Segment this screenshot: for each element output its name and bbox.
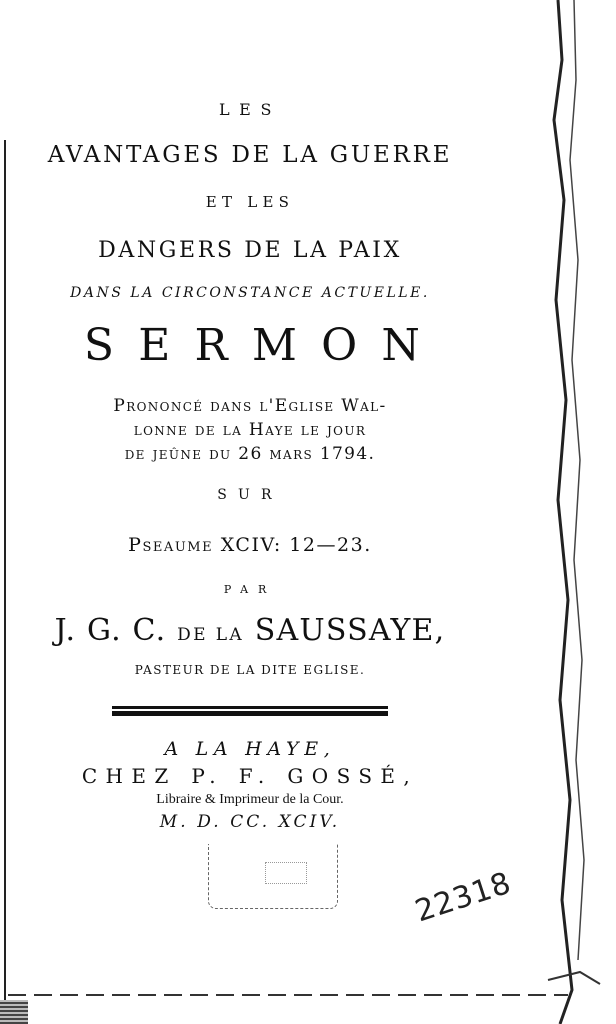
pronounced-line: de jeûne du 26 mars 1794.: [124, 444, 376, 464]
torn-right-edge: [540, 0, 616, 1024]
ornamental-rule: [112, 706, 388, 716]
title-line-1: AVANTAGES DE LA GUERRE: [47, 142, 453, 168]
pronounced-block: [0, 394, 500, 466]
sur-line: SUR: [217, 487, 283, 503]
author-role: PASTEUR DE LA DITE EGLISE.: [134, 663, 366, 677]
bottom-page-edge: [8, 994, 568, 996]
author-surname: SAUSSAYE,: [254, 613, 446, 648]
imprint-publisher-role: Libraire & Imprimeur de la Cour.: [156, 792, 344, 807]
author-name: [0, 613, 500, 648]
stamp-mark: [265, 862, 307, 884]
corner-scan-mark: [0, 1000, 28, 1024]
par-line: PAR: [223, 583, 277, 596]
et-les-line: ET LES: [205, 193, 295, 211]
sermon-heading: SERMON: [83, 320, 445, 371]
psalm-reference: Pseaume XCIV: 12—23.: [128, 534, 372, 556]
subtitle: DANS LA CIRCONSTANCE ACTUELLE.: [70, 285, 430, 301]
title-line-2: DANGERS DE LA PAIX: [98, 238, 402, 263]
imprint-city: A LA HAYE,: [164, 738, 336, 760]
handwritten-number: 22318: [411, 865, 516, 930]
les-heading: LES: [218, 100, 282, 119]
pronounced-line: lonne de la Haye le jour: [133, 420, 367, 440]
author-particle: DE LA: [177, 625, 245, 645]
pronounced-line: Prononcé dans l'Eglise Wal-: [113, 396, 387, 416]
author-initials: J. G. C.: [54, 613, 167, 648]
left-page-edge: [4, 140, 6, 1000]
imprint-year: M. D. CC. XCIV.: [159, 812, 341, 832]
imprint-publisher: CHEZ P. F. GOSSÉ,: [81, 764, 419, 788]
